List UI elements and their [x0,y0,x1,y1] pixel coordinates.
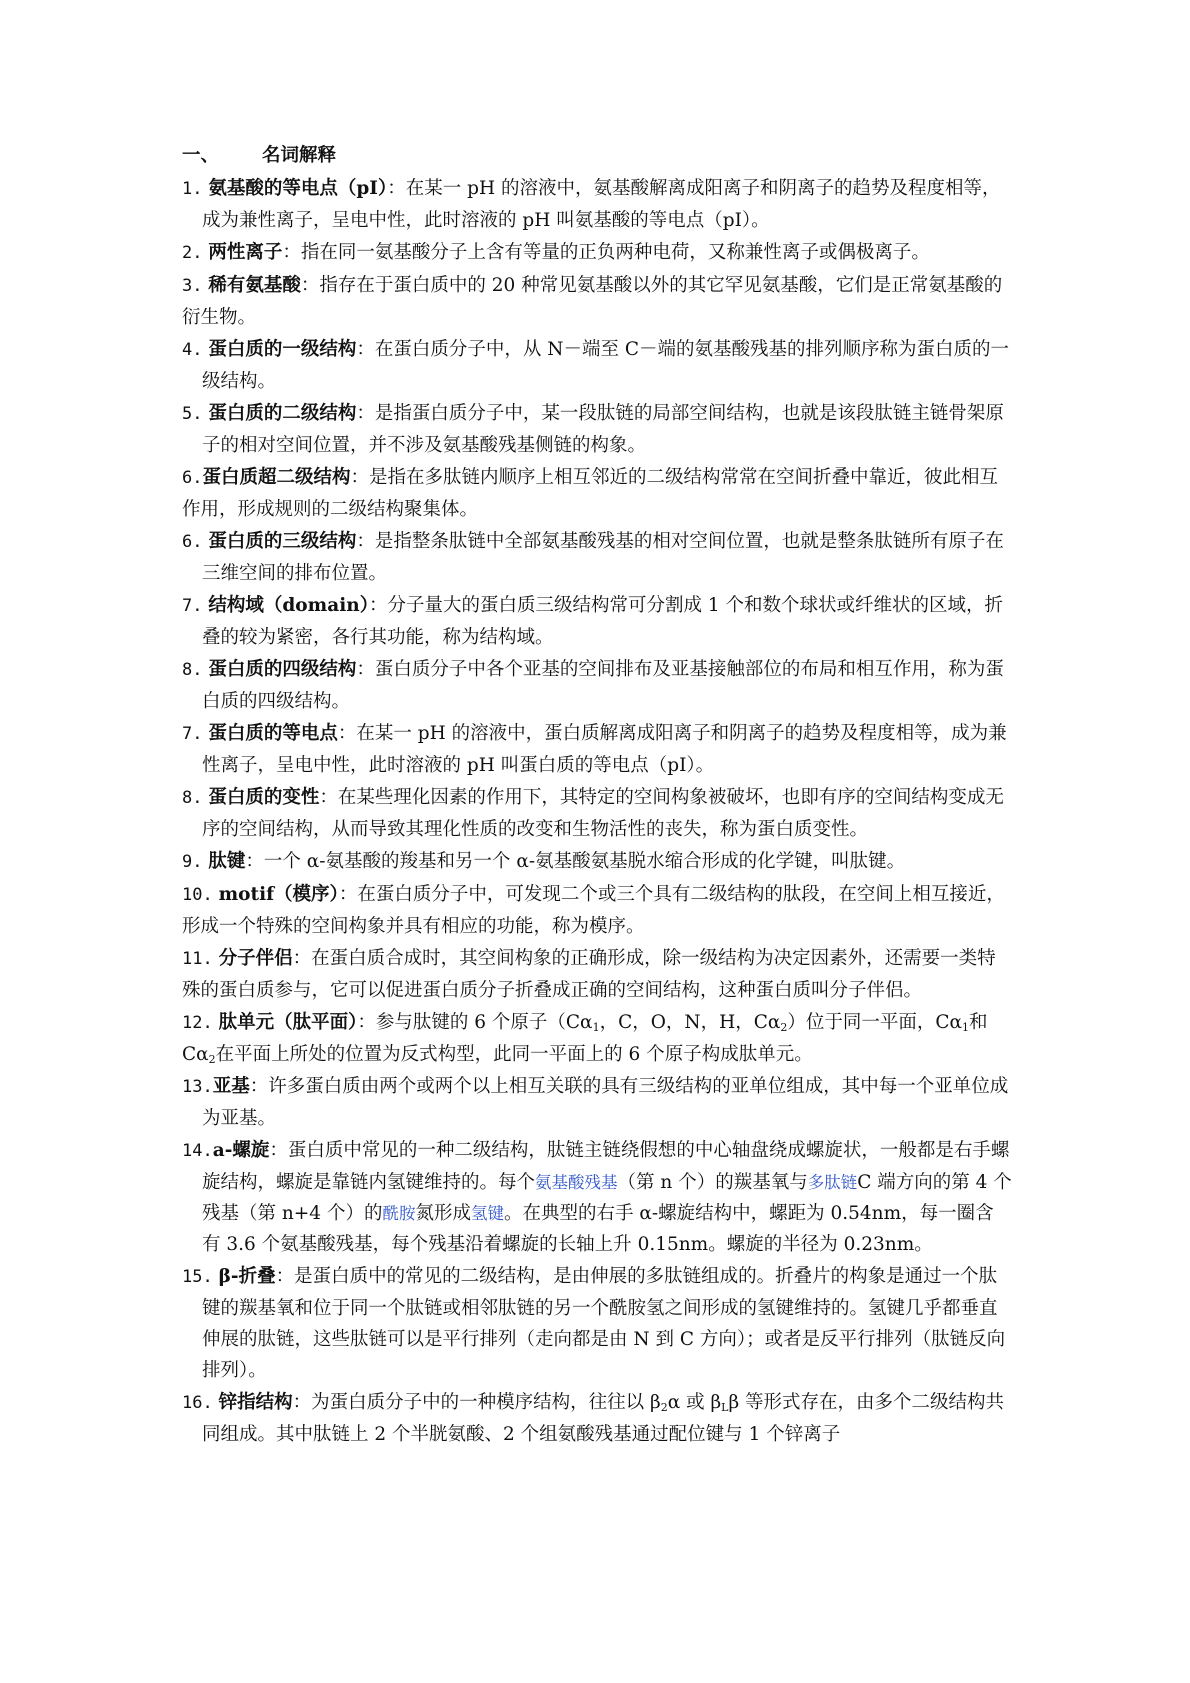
subscript: L [721,1401,729,1414]
entry-body: ：为蛋白质分子中的一种模序结构，往往以 β [292,1392,661,1413]
entry-domain [182,590,1012,653]
entry-rare-amino-acid [182,270,1012,333]
entry-body: 和 Cα [182,1012,988,1065]
subscript: 1 [962,1021,970,1034]
entry-term: 亚基 [212,1076,250,1097]
entry-body: ：是指在多肽链内顺序上相互邻近的二级结构常常在空间折叠中靠近，彼此相互作用，形成规则的二级结构聚集体。 [182,467,999,520]
entry-term: 结构域（domain） [208,595,369,616]
entry-body: ：是指整条肽链中全部氨基酸残基的相对空间位置，也就是整条肽链所有原子在三维空间的排布位置。 [202,531,1004,584]
entry-motif [182,879,1012,942]
entry-number: 7. [182,724,203,744]
entry-term: 蛋白质的二级结构 [208,403,357,424]
entry-term: 蛋白质的四级结构 [208,659,357,680]
entry-term: 蛋白质的三级结构 [208,531,357,552]
entry-body: ）位于同一平面，Cα [787,1012,963,1033]
entry-secondary-structure [182,398,1012,461]
entry-term: 锌指结构 [218,1392,293,1413]
entry-body: （第 n 个）的羰基氧与 [617,1172,808,1193]
entry-body: ：在某一 pH 的溶液中，蛋白质解离成阳离子和阴离子的趋势及程度相等，成为兼性离子，呈电中性，此时溶液的 pH 叫蛋白质的等电点（pI）。 [202,723,1007,776]
entry-body: ：在蛋白质分子中，从 N－端至 C－端的氨基酸残基的排列顺序称为蛋白质的一级结构。 [202,339,1009,392]
entry-beta-sheet [182,1261,1012,1386]
entry-number: 9. [182,852,203,872]
entry-number: 8. [182,660,203,680]
entry-body: β 等形式存在，由多个二级结构共同组成。其中肽链上 2 个半胱氨酸、2 个组氨酸残基通过配位键与 1 个锌离子 [202,1392,1005,1445]
entry-alpha-helix [182,1135,1012,1260]
entry-number: 15. [182,1267,213,1287]
entry-number: 6. [182,532,203,552]
entry-supersecondary-structure [182,462,1012,525]
entry-body: 氮形成 [415,1203,471,1224]
entry-body: 在平面上所处的位置为反式构型，此同一平面上的 6 个原子构成肽单元。 [215,1044,813,1065]
entry-number: 14. [182,1141,213,1161]
entry-number: 16. [182,1393,213,1413]
subscript: 2 [780,1021,788,1034]
entry-body: ：在蛋白质合成时，其空间构象的正确形成，除一级结构为决定因素外，还需要一类特殊的蛋白质参与，它可以促进蛋白质分子折叠成正确的空间结构，这种蛋白质叫分子伴侣。 [182,948,996,1001]
subscript: 2 [208,1053,216,1066]
link-polypeptide-chain[interactable]: 多肽链 [807,1173,858,1192]
entry-peptide-bond [182,846,1012,878]
entry-term: β-折叠 [218,1266,276,1287]
entry-body: ，C，O，N，H，Cα [599,1012,781,1033]
entry-subunit [182,1071,1012,1134]
entry-number: 12. [182,1013,213,1033]
entry-body: ：蛋白质中常见的一种二级结构，肽链主链绕假想的中心轴盘绕成螺旋状，一般都是右手螺旋结构，螺旋是靠链内氢键维持的。每个 [202,1140,1010,1193]
entry-tertiary-structure [182,526,1012,589]
subscript: 2 [660,1401,668,1414]
entry-body: ：分子量大的蛋白质三级结构常可分割成 1 个和数个球状或纤维状的区域，折叠的较为紧密，各行其功能，称为结构域。 [202,595,1003,648]
entry-body: ：在某一 pH 的溶液中，氨基酸解离成阳离子和阴离子的趋势及程度相等，成为兼性离子，呈电中性，此时溶液的 pH 叫氨基酸的等电点（pI）。 [202,178,1001,231]
link-hydrogen-bond[interactable]: 氢键 [470,1204,504,1223]
entry-number: 4. [182,340,203,360]
entry-body: ：参与肽键的 6 个原子（Cα [357,1012,593,1033]
entry-molecular-chaperone [182,943,1012,1006]
link-amino-acid-residue[interactable]: 氨基酸残基 [535,1173,618,1192]
entry-term: 氨基酸的等电点（pI） [208,178,388,199]
entry-number: 8. [182,788,203,808]
entry-number: 3. [182,276,203,296]
entry-zinc-finger [182,1387,1012,1450]
entry-number: 1. [182,179,203,199]
entry-number: 2. [182,243,203,263]
entry-term: 肽键 [208,851,246,872]
entry-body: α 或 β [667,1392,722,1413]
entry-quaternary-structure [182,654,1012,717]
entry-body: ：是蛋白质中的常见的二级结构，是由伸展的多肽链组成的。折叠片的构象是通过一个肽键的羰基氧和位于同一个肽链或相邻肽链的另一个酰胺氢之间形成的氢键维持的。氢键几乎都垂直伸展的肽链，这些肽链可以是平行排列（走向都是由 N 到 C 方向）；或者是反平行排列（肽链反向排列）。 [202,1266,1006,1381]
entry-number: 13. [182,1077,213,1097]
entry-denaturation [182,782,1012,845]
entry-body: ：在蛋白质分子中，可发现二个或三个具有二级结构的肽段，在空间上相互接近，形成一个特殊的空间构象并具有相应的功能，称为模序。 [182,884,1005,937]
entry-term: 蛋白质的变性 [208,787,320,808]
entry-number: 6. [182,468,203,488]
entry-body: C 端方向的第 4 个残基（第 n+4 个）的 [202,1172,1012,1224]
entry-body: ：在某些理化因素的作用下，其特定的空间构象被破坏，也即有序的空间结构变成无序的空间结构，从而导致其理化性质的改变和生物活性的丧失，称为蛋白质变性。 [202,787,1004,840]
document-page [182,140,1012,1451]
entry-body: ：指在同一氨基酸分子上含有等量的正负两种电荷，又称兼性离子或偶极离子。 [282,242,930,263]
entry-body: ：蛋白质分子中各个亚基的空间排布及亚基接触部位的布局和相互作用，称为蛋白质的四级结构。 [202,659,1004,712]
entry-number: 11. [182,949,213,969]
section-number: 一、 [182,145,220,166]
link-amide[interactable]: 酰胺 [382,1204,416,1223]
entry-term: a-螺旋 [212,1140,270,1161]
entry-isoelectric-point-amino-acid [182,173,1012,236]
entry-term: 蛋白质的一级结构 [208,339,357,360]
entry-term: 两性离子 [208,242,283,263]
entry-body: ：许多蛋白质由两个或两个以上相互关联的具有三级结构的亚单位组成，其中每一个亚单位成为亚基。 [202,1076,1009,1129]
entry-isoelectric-point-protein [182,718,1012,781]
entry-term: 肽单元（肽平面） [218,1012,358,1033]
entry-peptide-unit [182,1007,1012,1070]
entry-term: 稀有氨基酸 [208,275,301,296]
entry-number: 7. [182,596,203,616]
section-title: 名词解释 [262,145,337,166]
entry-body: ：一个 α-氨基酸的羧基和另一个 α-氨基酸氨基脱水缩合形成的化学键，叫肽键。 [245,851,906,872]
entry-term: 蛋白质的等电点 [208,723,338,744]
entry-body: ：指存在于蛋白质中的 20 种常见氨基酸以外的其它罕见氨基酸，它们是正常氨基酸的衍生物。 [182,275,1003,328]
section-heading [182,140,1012,171]
entry-body: ：是指蛋白质分子中，某一段肽链的局部空间结构，也就是该段肽链主链骨架原子的相对空间位置，并不涉及氨基酸残基侧链的构象。 [202,403,1004,456]
entry-body: 。在典型的右手 α-螺旋结构中，螺距为 0.54nm，每一圈含有 3.6 个氨基酸残基，每个残基沿着螺旋的长轴上升 0.15nm。螺旋的半径为 0.23nm。 [202,1203,994,1255]
entry-primary-structure [182,334,1012,397]
entry-zwitterion [182,237,1012,269]
entry-term: 蛋白质超二级结构 [202,467,351,488]
subscript: 1 [592,1021,600,1034]
entry-number: 5. [182,404,203,424]
entry-number: 10. [182,885,213,905]
entry-term: motif（模序） [218,884,339,905]
entry-term: 分子伴侣 [218,948,293,969]
